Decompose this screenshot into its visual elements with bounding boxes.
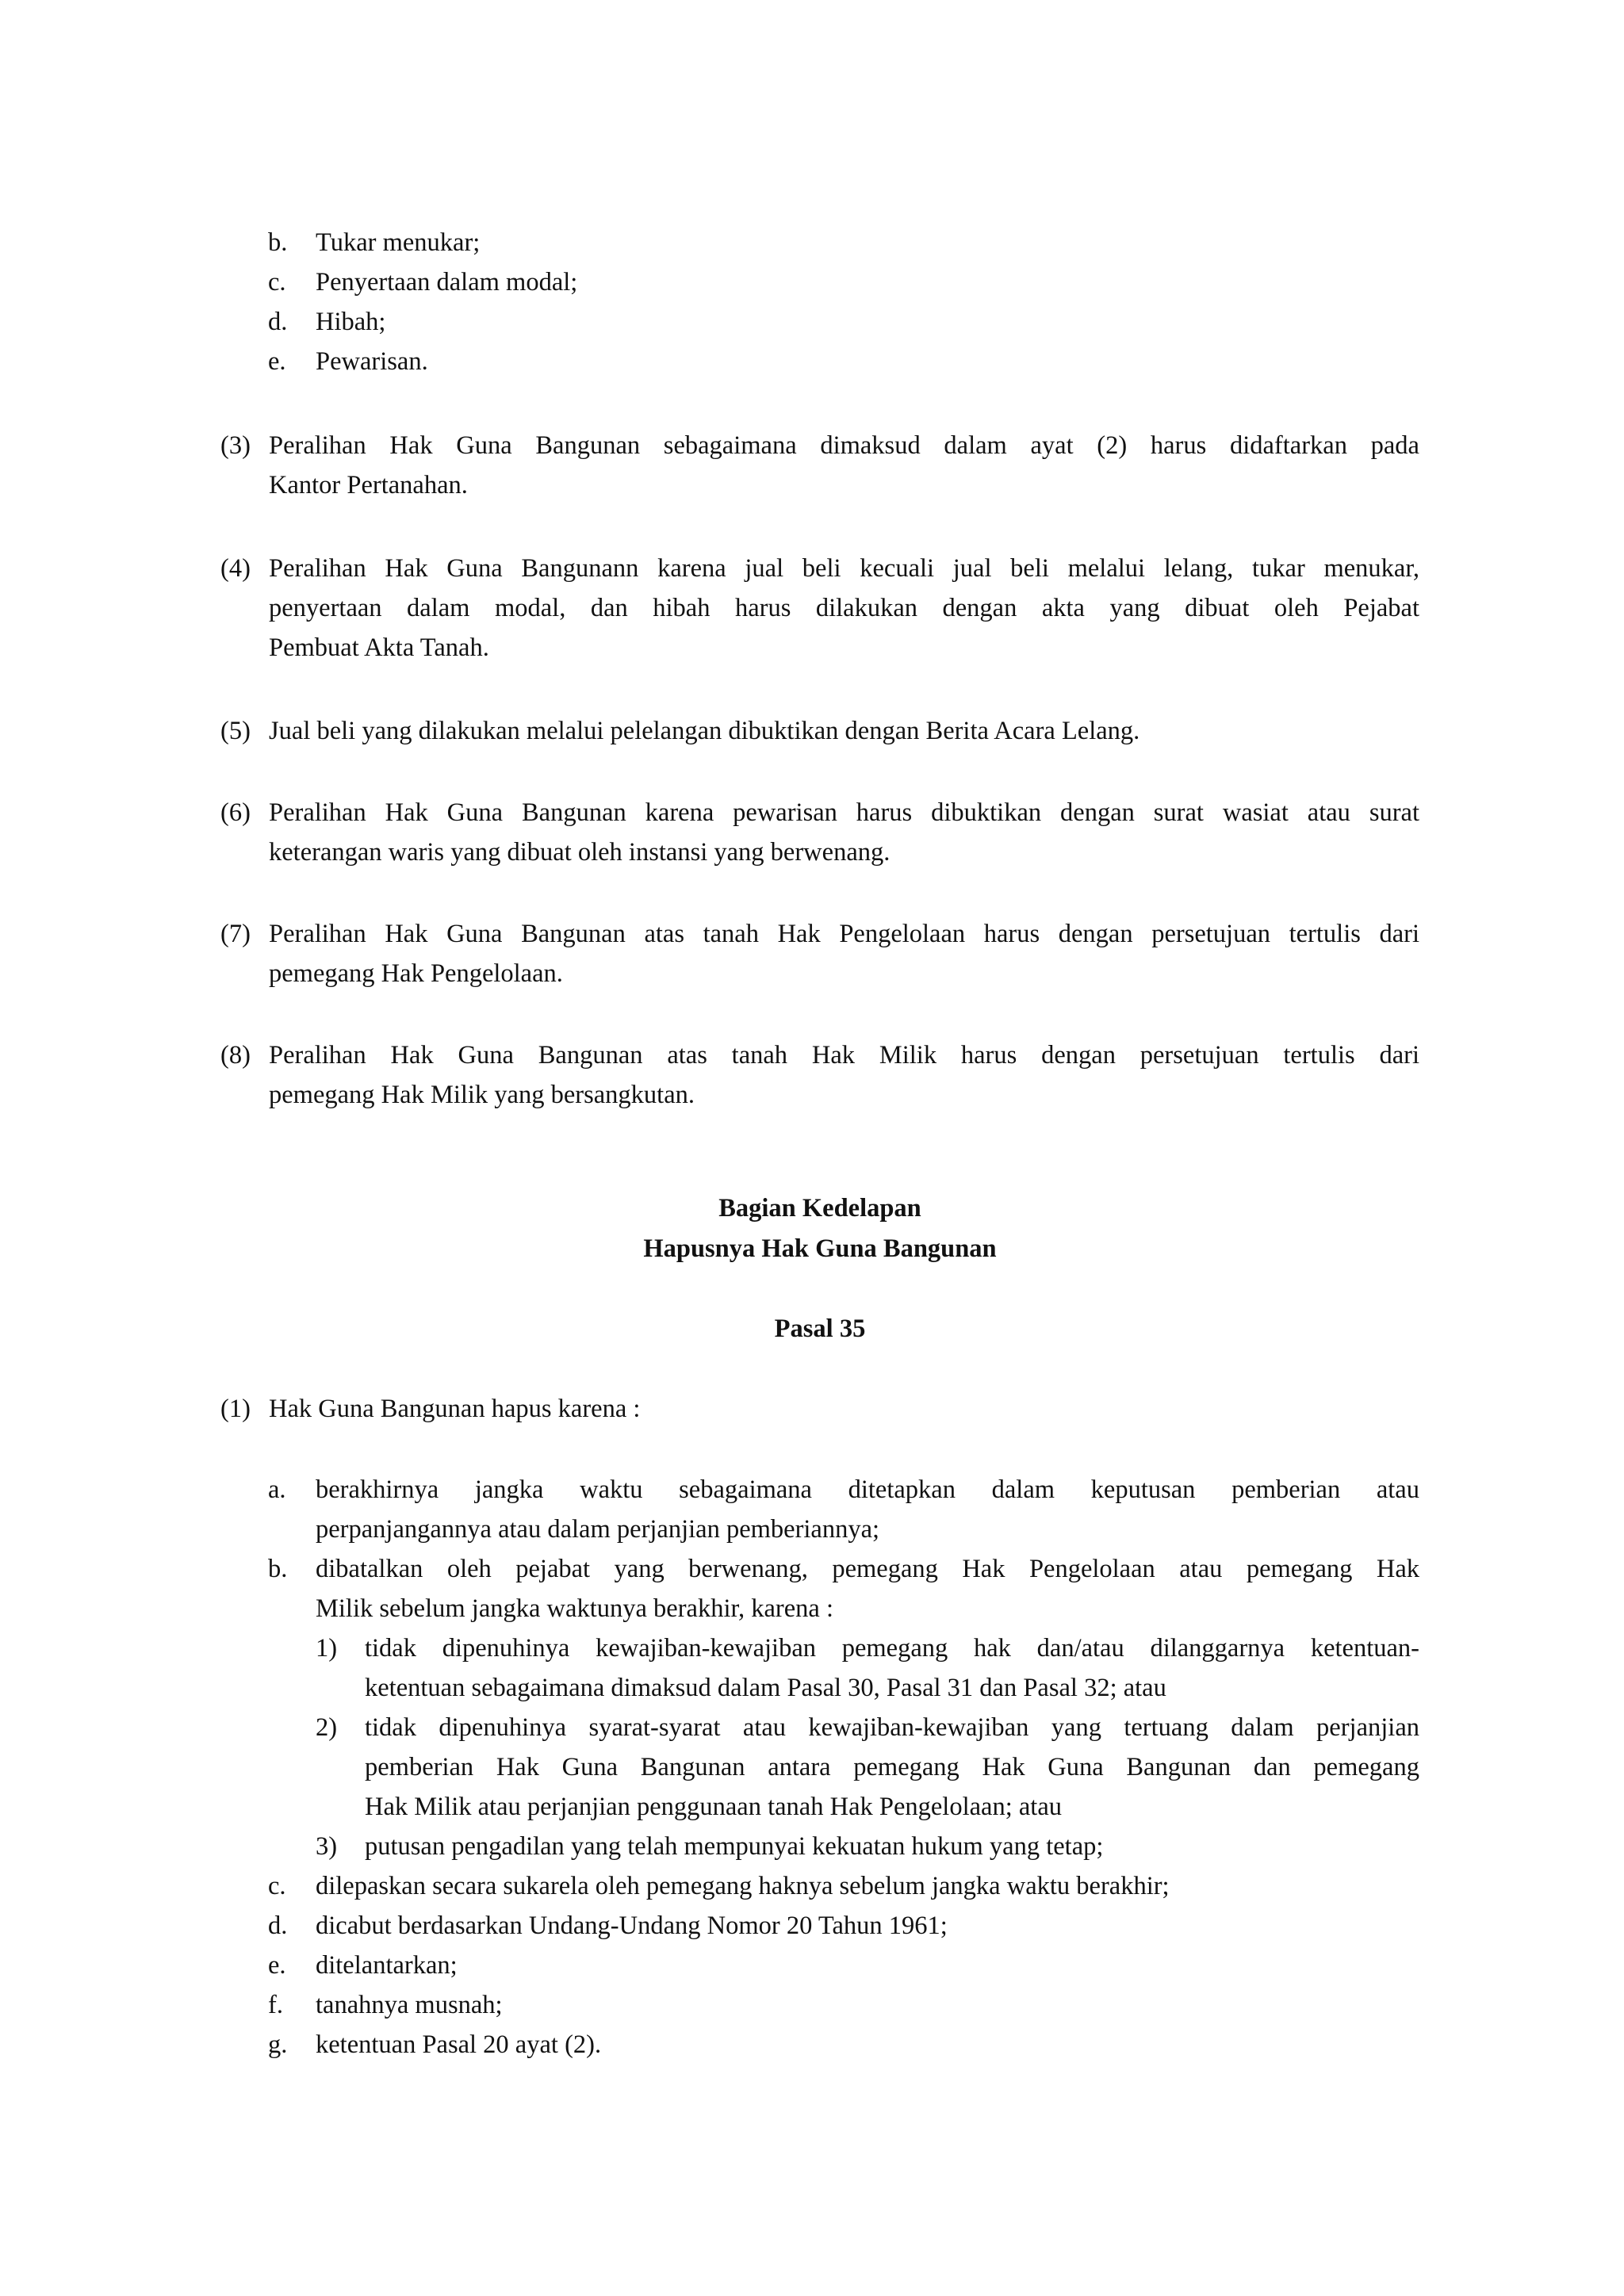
list-line: dibatalkan oleh pejabat yang berwenang, pemegang Hak Pengelolaan atau pemegang Hak — [316, 1555, 1419, 1583]
list-label: d. — [268, 1911, 288, 1940]
list-label: d. — [268, 308, 288, 336]
sub-item-line: pemberian Hak Guna Bangunan antara pemegang Hak Guna Bangunan dan pemegang — [365, 1753, 1419, 1781]
sub-item-number: 2) — [316, 1713, 338, 1742]
paragraph-number: (5) — [220, 717, 251, 745]
paragraph-line: Peralihan Hak Guna Bangunan atas tanah Hak Milik harus dengan persetujuan tertulis dari — [269, 1041, 1419, 1070]
list-text: dicabut berdasarkan Undang-Undang Nomor 20 Tahun 1961; — [316, 1911, 948, 1940]
list-item-f — [268, 1985, 1419, 2025]
list-label: c. — [268, 1872, 286, 1900]
sub-item-2 — [316, 1708, 1419, 1827]
paragraph-line: Kantor Pertanahan. — [269, 471, 468, 499]
paragraph-number: (7) — [220, 920, 251, 948]
list-label: g. — [268, 2030, 288, 2059]
list-text: Pewarisan. — [316, 347, 428, 376]
list-label: a. — [268, 1475, 286, 1504]
paragraph-body — [269, 426, 1419, 505]
paragraph-number: (8) — [220, 1041, 251, 1070]
list-item-b — [268, 1549, 1419, 1866]
list-item — [268, 262, 1418, 302]
list-text: Hibah; — [316, 308, 386, 336]
sub-item-text — [365, 1708, 1419, 1827]
sub-item-number: 1) — [316, 1634, 338, 1663]
paragraph-line: penyertaan dalam modal, dan hibah harus dilakukan dengan akta yang dibuat oleh Pejabat — [269, 594, 1419, 622]
paragraph-body — [269, 711, 1419, 751]
sub-item-line: tidak dipenuhinya kewajiban-kewajiban pemegang hak dan/atau dilanggarnya ketentuan- — [365, 1634, 1419, 1663]
list-label: f. — [268, 1991, 283, 2019]
sub-item-line: Hak Milik atau perjanjian penggunaan tanah Hak Pengelolaan; atau — [365, 1793, 1062, 1821]
paragraph-5 — [220, 711, 1419, 751]
paragraph-number: (6) — [220, 798, 251, 827]
paragraph-line: Pembuat Akta Tanah. — [269, 633, 489, 662]
paragraph-line: pemegang Hak Milik yang bersangkutan. — [269, 1081, 695, 1109]
list-line: Milik sebelum jangka waktunya berakhir, karena : — [316, 1594, 833, 1623]
paragraph-number: (4) — [220, 554, 251, 583]
paragraph-line: pemegang Hak Pengelolaan. — [269, 959, 563, 988]
list-label: b. — [268, 228, 288, 257]
paragraph-number: (1) — [220, 1395, 251, 1423]
list-text: dilepaskan secara sukarela oleh pemegang haknya sebelum jangka waktu berakhir; — [316, 1872, 1170, 1900]
paragraph-7 — [220, 914, 1419, 993]
list-label: e. — [268, 1951, 286, 1980]
list-item-a — [268, 1470, 1419, 1549]
paragraph-number: (3) — [220, 431, 251, 460]
paragraph-body — [269, 549, 1419, 668]
pasal-heading: Pasal 35 — [774, 1314, 866, 1343]
sub-item-line: tidak dipenuhinya syarat-syarat atau kewajiban-kewajiban yang tertuang dalam perjanjian — [365, 1713, 1419, 1742]
sub-item-text — [365, 1628, 1419, 1708]
list-item-e — [268, 1946, 1419, 1985]
pasal-35-paragraph-1 — [220, 1389, 1419, 1429]
sub-item-number: 3) — [316, 1832, 338, 1861]
list-item — [268, 342, 1418, 381]
top-list — [268, 223, 1418, 381]
paragraph-body: Hak Guna Bangunan hapus karena : — [269, 1395, 641, 1423]
sub-item-line: putusan pengadilan yang telah mempunyai kekuatan hukum yang tetap; — [365, 1832, 1104, 1861]
list-label: e. — [268, 347, 286, 376]
paragraph-body — [269, 793, 1419, 872]
paragraph-line: Peralihan Hak Guna Bangunann karena jual beli kecuali jual beli melalui lelang, tukar menukar, — [269, 554, 1419, 583]
list-line: perpanjangannya atau dalam perjanjian pemberiannya; — [316, 1515, 880, 1544]
list-text: ketentuan Pasal 20 ayat (2). — [316, 2030, 602, 2059]
list-item-c — [268, 1866, 1419, 1906]
section-subtitle: Hapusnya Hak Guna Bangunan — [643, 1234, 997, 1263]
list-item — [268, 302, 1418, 342]
list-item — [268, 223, 1418, 262]
paragraph-8 — [220, 1035, 1419, 1115]
paragraph-line: Jual beli yang dilakukan melalui pelelangan dibuktikan dengan Berita Acara Lelang. — [269, 717, 1140, 745]
sub-item-text — [365, 1827, 1419, 1866]
paragraph-3 — [220, 426, 1419, 505]
paragraph-line: keterangan waris yang dibuat oleh instansi yang berwenang. — [269, 838, 891, 867]
list-text — [316, 1470, 1419, 1549]
list-label: b. — [268, 1555, 288, 1583]
list-line: berakhirnya jangka waktu sebagaimana ditetapkan dalam keputusan pemberian atau — [316, 1475, 1419, 1504]
list-text: Penyertaan dalam modal; — [316, 268, 578, 297]
paragraph-line: Peralihan Hak Guna Bangunan atas tanah Hak Pengelolaan harus dengan persetujuan tertulis dari — [269, 920, 1419, 948]
section-title: Bagian Kedelapan — [718, 1194, 921, 1223]
paragraph-4 — [220, 549, 1419, 668]
paragraph-body — [269, 914, 1419, 993]
paragraph-6 — [220, 793, 1419, 872]
list-item-d — [268, 1906, 1419, 1946]
sub-item-1 — [316, 1628, 1419, 1708]
list-items-c-g — [268, 1866, 1419, 2064]
list-text: ditelantarkan; — [316, 1951, 458, 1980]
paragraph-body — [269, 1035, 1419, 1115]
list-item-g — [268, 2025, 1419, 2064]
list-text: tanahnya musnah; — [316, 1991, 503, 2019]
list-text — [316, 1549, 1419, 1866]
list-text: Tukar menukar; — [316, 228, 481, 257]
paragraph-line: Peralihan Hak Guna Bangunan karena pewarisan harus dibuktikan dengan surat wasiat atau surat — [269, 798, 1419, 827]
sub-item-line: ketentuan sebagaimana dimaksud dalam Pasal 30, Pasal 31 dan Pasal 32; atau — [365, 1674, 1166, 1702]
paragraph-line: Peralihan Hak Guna Bangunan sebagaimana dimaksud dalam ayat (2) harus didaftarkan pada — [269, 431, 1419, 460]
sub-item-3 — [316, 1827, 1419, 1866]
list-label: c. — [268, 268, 286, 297]
